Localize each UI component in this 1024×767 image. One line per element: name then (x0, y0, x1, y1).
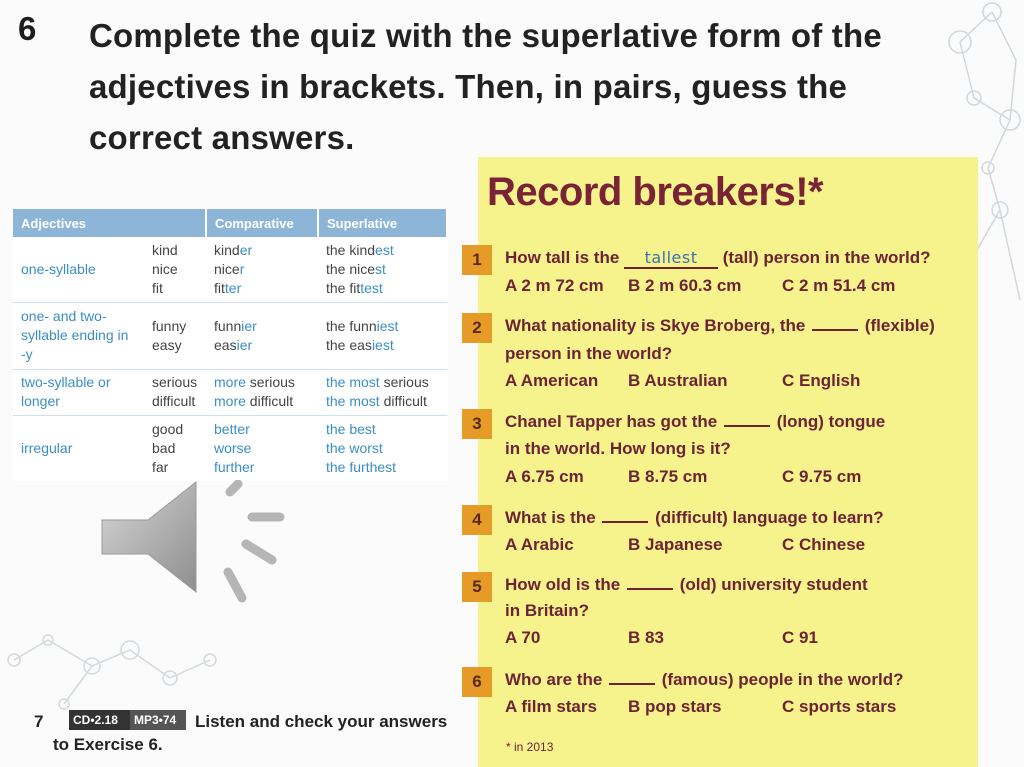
quiz-title: Record breakers!* (487, 170, 824, 214)
answer-blank[interactable] (724, 425, 770, 427)
question-number: 4 (462, 505, 492, 535)
mp3-track-badge[interactable]: MP3•74 (130, 710, 186, 730)
base-adjectives: kind nice fit (144, 237, 206, 303)
option-a[interactable]: A film stars (505, 697, 597, 716)
category-label: one-syllable (13, 237, 144, 303)
question-text: What nationality is Skye Broberg, the (flexible) (505, 316, 935, 335)
option-b[interactable]: B 83 (628, 628, 664, 647)
table-row (13, 237, 447, 303)
option-c[interactable]: C English (782, 371, 861, 390)
comparative-forms: funnier easier (206, 303, 318, 369)
option-a[interactable]: A 2 m 72 cm (505, 276, 604, 295)
option-a[interactable]: A 6.75 cm (505, 467, 584, 486)
answer-blank[interactable] (602, 521, 648, 523)
question-number: 2 (462, 313, 492, 343)
speaker-icon[interactable] (96, 480, 296, 620)
option-c[interactable]: C Chinese (782, 535, 866, 554)
option-c[interactable]: C sports stars (782, 697, 897, 716)
base-adjectives: funny easy (144, 303, 206, 369)
grammar-table (13, 209, 448, 481)
category-label: irregular (21, 439, 73, 456)
exercise-7-number: 7 (34, 712, 44, 731)
header-comparative: Comparative (206, 209, 318, 237)
comparative-forms: kinder nicer fitter (206, 237, 318, 303)
header-superlative: Superlative (318, 209, 447, 237)
option-a[interactable]: A 70 (505, 628, 541, 647)
comparative-forms: better worse further (214, 420, 255, 475)
question-text-line2: in the world. How long is it? (505, 439, 731, 458)
exercise-number: 6 (18, 10, 37, 47)
option-b[interactable]: B Australian (628, 371, 728, 390)
cd-track-badge[interactable]: CD•2.18 (69, 710, 135, 730)
question-text: How tall is the tallest (tall) person in the world? (505, 248, 931, 267)
exercise-7-text-line2: to Exercise 6. (53, 735, 163, 754)
exercise-7-text: Listen and check your answers (195, 712, 448, 731)
superlative-forms: the funniest the easiest (318, 303, 447, 369)
superlative-forms: the kindest the nicest the fittest (318, 237, 447, 303)
question-text: Chanel Tapper has got the (long) tongue (505, 412, 886, 431)
option-a[interactable]: A Arabic (505, 535, 574, 554)
table-row (13, 415, 447, 481)
quiz-footnote: * in 2013 (506, 740, 554, 754)
question-text: Who are the (famous) people in the world? (505, 670, 904, 689)
answer-blank-filled[interactable]: tallest (624, 248, 718, 269)
comparative-forms: more serious more difficult (206, 369, 318, 415)
option-a[interactable]: A American (505, 371, 599, 390)
exercise-instruction: Complete the quiz with the superlative form of the adjectives in brackets. Then, in pairs, guess the correct answers. (89, 17, 882, 156)
option-b[interactable]: B pop stars (628, 697, 722, 716)
superlative-forms: the most serious the most difficult (318, 369, 447, 415)
option-b[interactable]: B Japanese (628, 535, 723, 554)
option-b[interactable]: B 8.75 cm (628, 467, 708, 486)
question-number: 1 (462, 245, 492, 275)
answer-blank[interactable] (627, 588, 673, 590)
question-text-line2: in Britain? (505, 601, 590, 620)
category-label: two-syllable or longer (13, 369, 144, 415)
option-c[interactable]: C 91 (782, 628, 818, 647)
answer-blank[interactable] (609, 683, 655, 685)
superlative-forms: the best the worst the furthest (326, 420, 397, 475)
base-adjectives: serious difficult (144, 369, 206, 415)
question-number: 3 (462, 409, 492, 439)
answer-blank[interactable] (812, 329, 858, 331)
header-adjectives: Adjectives (13, 209, 206, 237)
option-c[interactable]: C 2 m 51.4 cm (782, 276, 896, 295)
question-text-line2: person in the world? (505, 344, 673, 363)
question-number: 5 (462, 572, 492, 602)
question-text: What is the (difficult) language to learn? (505, 508, 884, 527)
question-text: How old is the (old) university student (505, 575, 868, 594)
table-row (13, 303, 447, 369)
category-label: one- and two-syllable ending in -y (13, 303, 144, 369)
question-number: 6 (462, 667, 492, 697)
base-adjectives: good bad far (152, 420, 184, 475)
option-b[interactable]: B 2 m 60.3 cm (628, 276, 742, 295)
option-c[interactable]: C 9.75 cm (782, 467, 862, 486)
table-row (13, 369, 447, 415)
